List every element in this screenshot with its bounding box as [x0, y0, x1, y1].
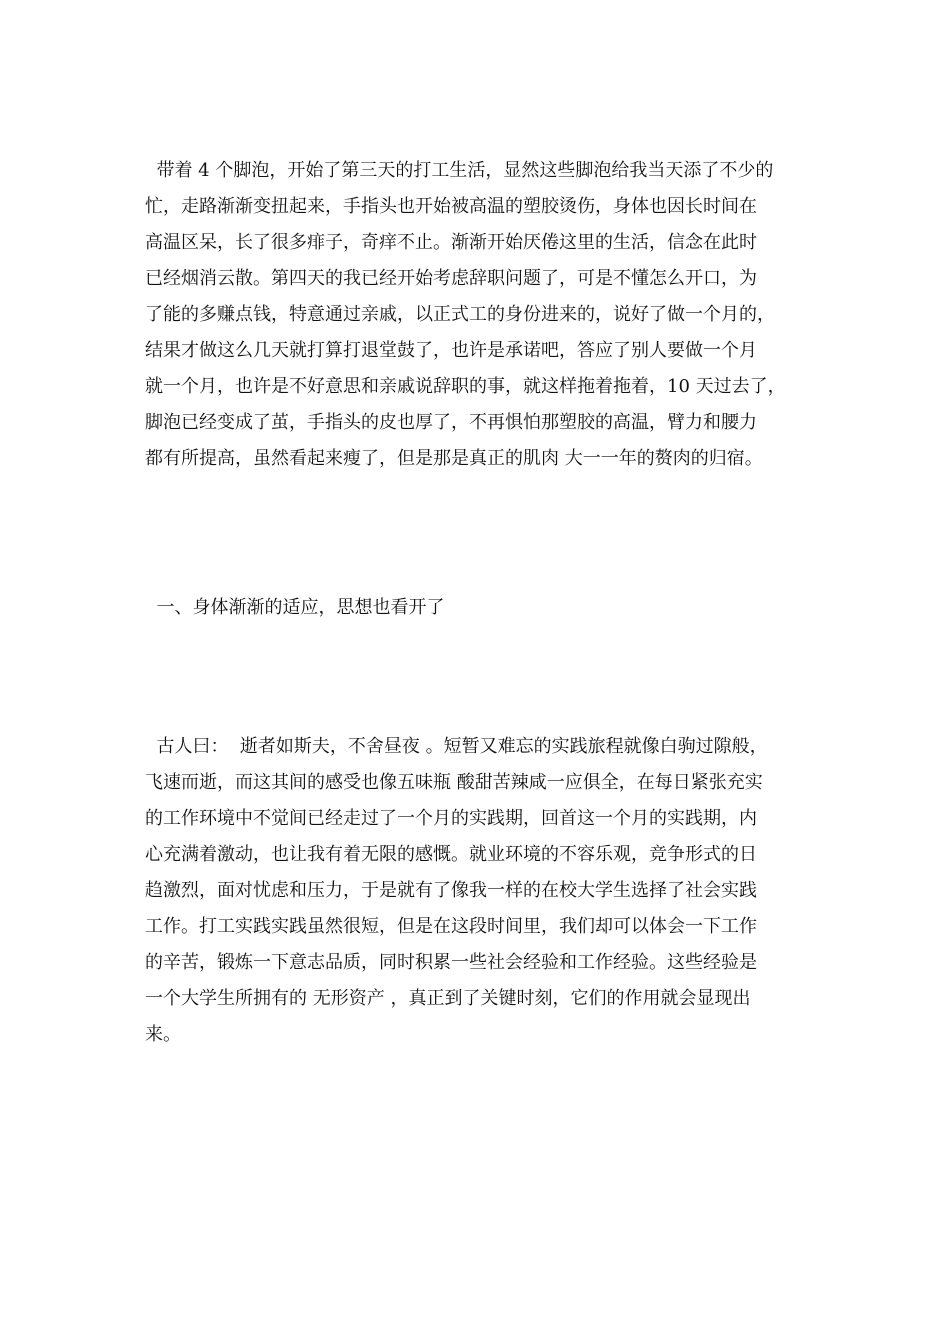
paragraph-line: 带着 4 个脚泡，开始了第三天的打工生活，显然这些脚泡给我当天添了不少的 [145, 160, 774, 181]
paragraph-line: 高温区呆，长了很多痱子，奇痒不止。渐渐开始厌倦这里的生活，信念在此时 [145, 232, 757, 253]
paragraph-line: 工作。打工实践实践虽然很短，但是在这段时间里，我们却可以体会一下工作 [145, 916, 757, 937]
paragraph-line: 已经烟消云散。第四天的我已经开始考虑辞职问题了，可是不懂怎么开口，为 [145, 268, 757, 289]
paragraph-body-1 [145, 153, 815, 477]
paragraph-line: 趋激烈，面对忧虑和压力，于是就有了像我一样的在校大学生选择了社会实践 [145, 880, 757, 901]
paragraph-line: 一个大学生所拥有的 无形资产 ，真正到了关键时刻，它们的作用就会显现出 [145, 988, 751, 1009]
paragraph-line: 飞速而逝，而这其间的感受也像五味瓶 酸甜苦辣咸一应俱全，在每日紧张充实 [145, 772, 763, 793]
paragraph-line: 心充满着激动，也让我有着无限的感慨。就业环境的不容乐观，竞争形式的日 [145, 844, 757, 865]
paragraph-line: 的工作环境中不觉间已经走过了一个月的实践期，回首这一个月的实践期，内 [145, 808, 757, 829]
paragraph-body-2 [145, 729, 815, 1053]
paragraph-line: 的辛苦，锻炼一下意志品质，同时积累一些社会经验和工作经验。这些经验是 [145, 952, 757, 973]
paragraph-line: 脚泡已经变成了茧，手指头的皮也厚了，不再惧怕那塑胶的高温，臂力和腰力 [145, 412, 757, 433]
paragraph-line: 来。 [145, 1024, 181, 1045]
paragraph-line: 就一个月，也许是不好意思和亲戚说辞职的事，就这样拖着拖着，10 天过去了， [145, 376, 786, 397]
paragraph-line: 结果才做这么几天就打算打退堂鼓了，也许是承诺吧，答应了别人要做一个月 [145, 340, 757, 361]
paragraph-line: 古人曰： 逝者如斯夫，不舍昼夜 。短暂又难忘的实践旅程就像白驹过隙般， [145, 736, 768, 757]
paragraph-line: 了能的多赚点钱，特意通过亲戚，以正式工的身份进来的，说好了做一个月的， [145, 304, 775, 325]
paragraph-line: 忙，走路渐渐变扭起来，手指头也开始被高温的塑胶烫伤，身体也因长时间在 [145, 196, 757, 217]
section-heading: 一、身体渐渐的适应，思想也看开了 [145, 597, 445, 618]
paragraph-line: 都有所提高，虽然看起来瘦了，但是那是真正的肌肉 大一一年的赘肉的归宿。 [145, 448, 763, 469]
